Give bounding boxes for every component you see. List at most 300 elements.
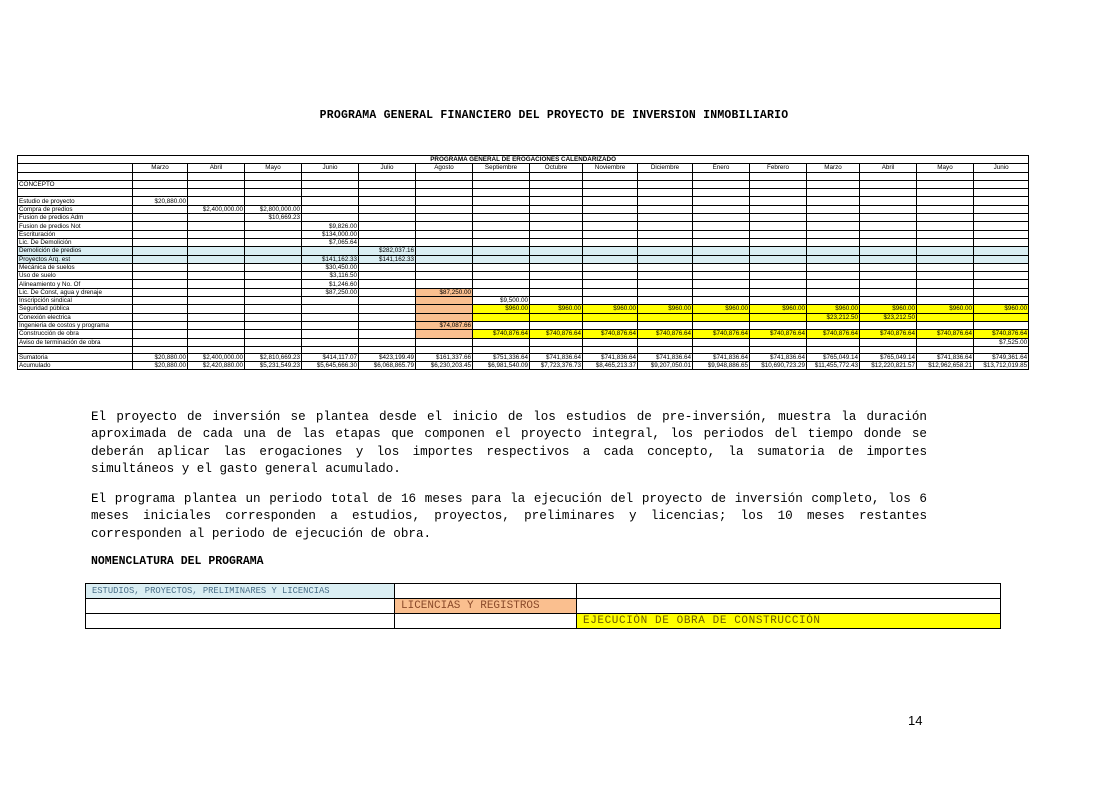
empty-cell xyxy=(638,180,693,188)
empty-cell xyxy=(530,180,583,188)
empty-cell xyxy=(359,205,416,213)
empty-cell xyxy=(583,313,638,321)
empty-cell xyxy=(638,297,693,305)
amount-cell: $9,500.00 xyxy=(473,297,530,305)
empty-cell xyxy=(133,230,188,238)
empty-cell xyxy=(807,263,860,271)
empty-cell xyxy=(416,189,473,197)
empty-cell xyxy=(693,230,750,238)
schedule-table xyxy=(17,155,1029,370)
empty-cell xyxy=(302,338,359,346)
empty-cell xyxy=(577,599,1001,614)
acumulado-cell: $8,465,213.37 xyxy=(583,362,638,370)
amount-cell: $20,880.00 xyxy=(133,197,188,205)
blank-row gap xyxy=(18,346,1029,353)
empty-cell xyxy=(750,338,807,346)
empty-cell xyxy=(245,272,302,280)
concept-row xyxy=(18,247,1029,255)
licenses-legend-cell: LICENCIAS Y REGISTROS xyxy=(395,599,577,614)
empty-cell xyxy=(750,230,807,238)
empty-cell xyxy=(638,321,693,329)
sumatoria-cell: $741,836.64 xyxy=(917,353,974,361)
empty-cell xyxy=(359,230,416,238)
empty-cell xyxy=(416,305,473,313)
empty-cell xyxy=(583,263,638,271)
empty-cell xyxy=(473,272,530,280)
empty-cell xyxy=(860,297,917,305)
concept-row xyxy=(18,238,1029,246)
amount-cell: $960.00 xyxy=(583,305,638,313)
empty-cell xyxy=(750,272,807,280)
empty-cell xyxy=(974,205,1029,213)
empty-cell xyxy=(395,584,577,599)
acumulado-cell: $13,712,019.85 xyxy=(974,362,1029,370)
empty-cell xyxy=(638,189,693,197)
empty-cell xyxy=(359,280,416,288)
sumatoria-cell: $741,836.64 xyxy=(693,353,750,361)
amount-cell: $134,000.00 xyxy=(302,230,359,238)
empty-cell xyxy=(245,280,302,288)
month-header-row xyxy=(18,164,1029,172)
empty-cell xyxy=(860,214,917,222)
month-header: Marzo xyxy=(807,164,860,172)
empty-cell xyxy=(917,205,974,213)
empty-cell xyxy=(473,255,530,263)
empty-cell xyxy=(860,288,917,296)
empty-cell xyxy=(693,205,750,213)
empty-cell xyxy=(583,346,638,353)
empty-cell xyxy=(245,180,302,188)
empty-cell xyxy=(638,272,693,280)
concept-row xyxy=(18,205,1029,213)
empty-cell xyxy=(974,321,1029,329)
month-header: Junio xyxy=(302,164,359,172)
empty-cell xyxy=(583,288,638,296)
empty-cell xyxy=(188,197,245,205)
empty-cell xyxy=(638,205,693,213)
empty-cell xyxy=(302,205,359,213)
empty-cell xyxy=(473,189,530,197)
empty-cell xyxy=(188,297,245,305)
amount-cell: $1,246.60 xyxy=(302,280,359,288)
empty-cell xyxy=(18,172,133,180)
empty-cell xyxy=(359,338,416,346)
amount-cell: $960.00 xyxy=(860,305,917,313)
amount-cell: $740,876.64 xyxy=(693,330,750,338)
empty-cell xyxy=(807,272,860,280)
concept-label: Proyectos Arq. est xyxy=(18,255,133,263)
amount-cell: $740,876.64 xyxy=(807,330,860,338)
empty-cell xyxy=(638,238,693,246)
amount-cell: $141,162.33 xyxy=(302,255,359,263)
empty-cell xyxy=(473,338,530,346)
empty-cell xyxy=(860,247,917,255)
amount-cell: $2,800,000.00 xyxy=(245,205,302,213)
nomenclature-row xyxy=(86,614,1001,629)
month-header: Abril xyxy=(188,164,245,172)
empty-cell xyxy=(807,321,860,329)
amount-cell: $740,876.64 xyxy=(473,330,530,338)
empty-cell xyxy=(583,189,638,197)
empty-cell xyxy=(807,288,860,296)
sumatoria-cell: $20,880.00 xyxy=(133,353,188,361)
empty-cell xyxy=(133,272,188,280)
empty-cell xyxy=(807,247,860,255)
empty-cell xyxy=(188,230,245,238)
empty-cell xyxy=(302,189,359,197)
empty-cell xyxy=(974,255,1029,263)
month-header: Marzo xyxy=(133,164,188,172)
empty-cell xyxy=(807,172,860,180)
empty-cell xyxy=(188,280,245,288)
empty-cell xyxy=(188,214,245,222)
sumatoria-cell: $2,810,669.23 xyxy=(245,353,302,361)
empty-cell xyxy=(693,180,750,188)
empty-cell xyxy=(530,197,583,205)
empty-cell xyxy=(416,263,473,271)
empty-cell xyxy=(416,338,473,346)
month-header: Noviembre xyxy=(583,164,638,172)
empty-cell xyxy=(302,214,359,222)
concept-header-row xyxy=(18,180,1029,188)
empty-cell xyxy=(974,189,1029,197)
empty-cell xyxy=(583,180,638,188)
empty-cell xyxy=(473,288,530,296)
nomenclature-title: NOMENCLATURA DEL PROGRAMA xyxy=(91,555,264,568)
empty-cell xyxy=(133,222,188,230)
empty-cell xyxy=(917,313,974,321)
empty-cell xyxy=(583,205,638,213)
empty-cell xyxy=(750,297,807,305)
empty-cell xyxy=(693,338,750,346)
empty-cell xyxy=(245,288,302,296)
empty-cell xyxy=(530,214,583,222)
empty-cell xyxy=(583,272,638,280)
concept-label: Seguridad pública xyxy=(18,305,133,313)
empty-cell xyxy=(530,321,583,329)
month-header: Julio xyxy=(359,164,416,172)
empty-cell xyxy=(473,321,530,329)
empty-cell xyxy=(473,222,530,230)
acumulado-cell: $2,420,880.00 xyxy=(188,362,245,370)
empty-cell xyxy=(245,338,302,346)
concept-row xyxy=(18,255,1029,263)
empty-cell xyxy=(188,338,245,346)
empty-cell xyxy=(530,263,583,271)
empty-cell xyxy=(359,180,416,188)
amount-cell: $740,876.64 xyxy=(860,330,917,338)
empty-cell xyxy=(750,180,807,188)
empty-cell xyxy=(188,288,245,296)
concept-label: Inscripción sindical xyxy=(18,297,133,305)
empty-cell xyxy=(638,197,693,205)
acumulado-cell: $5,231,549.23 xyxy=(245,362,302,370)
empty-cell xyxy=(917,172,974,180)
empty-cell xyxy=(188,247,245,255)
empty-cell xyxy=(583,172,638,180)
sumatoria-cell: $741,836.64 xyxy=(583,353,638,361)
empty-cell xyxy=(302,305,359,313)
empty-cell xyxy=(807,238,860,246)
amount-cell: $3,116.50 xyxy=(302,272,359,280)
empty-cell xyxy=(693,321,750,329)
concept-row xyxy=(18,272,1029,280)
empty-cell xyxy=(583,197,638,205)
empty-cell xyxy=(359,272,416,280)
empty-cell xyxy=(807,346,860,353)
blank-row xyxy=(18,172,1029,180)
duration-paragraph: El programa plantea un periodo total de 16 meses para la ejecución del proyecto de inversión completo, los 6 meses iniciales corresponden a estudios, proyectos, preliminares y licencias; los 10 meses restantes corresponden al periodo de ejecución de obra. xyxy=(91,492,927,541)
empty-cell xyxy=(416,172,473,180)
empty-cell xyxy=(530,222,583,230)
empty-cell xyxy=(693,263,750,271)
empty-cell xyxy=(638,313,693,321)
empty-cell xyxy=(750,346,807,353)
empty-cell xyxy=(583,338,638,346)
empty-cell xyxy=(583,238,638,246)
empty-cell xyxy=(583,321,638,329)
acumulado-label: Acumulado xyxy=(18,362,133,370)
empty-cell xyxy=(693,272,750,280)
empty-cell xyxy=(245,321,302,329)
empty-cell xyxy=(245,230,302,238)
empty-cell xyxy=(917,263,974,271)
empty-cell xyxy=(530,205,583,213)
empty-cell xyxy=(302,247,359,255)
empty-cell xyxy=(133,172,188,180)
empty-cell xyxy=(974,222,1029,230)
empty-cell xyxy=(416,205,473,213)
concept-label: Escrituración xyxy=(18,230,133,238)
acumulado-cell: $12,220,821.57 xyxy=(860,362,917,370)
empty-cell xyxy=(917,247,974,255)
empty-cell xyxy=(807,197,860,205)
sumatoria-cell: $741,836.64 xyxy=(530,353,583,361)
empty-cell xyxy=(807,180,860,188)
empty-cell xyxy=(693,297,750,305)
empty-cell xyxy=(302,180,359,188)
empty-cell xyxy=(638,230,693,238)
concept-row xyxy=(18,230,1029,238)
empty-cell xyxy=(583,214,638,222)
empty-cell xyxy=(750,238,807,246)
concept-row xyxy=(18,313,1029,321)
empty-cell xyxy=(750,172,807,180)
empty-cell xyxy=(693,214,750,222)
empty-cell xyxy=(693,313,750,321)
amount-cell: $10,669.23 xyxy=(245,214,302,222)
empty-cell xyxy=(693,172,750,180)
empty-cell xyxy=(245,263,302,271)
concept-row xyxy=(18,305,1029,313)
acumulado-row xyxy=(18,362,1029,370)
empty-cell xyxy=(473,197,530,205)
concept-header: CONCEPTO xyxy=(18,180,133,188)
empty-cell xyxy=(807,214,860,222)
empty-cell xyxy=(530,247,583,255)
empty-cell xyxy=(583,247,638,255)
empty-cell xyxy=(638,280,693,288)
empty-cell xyxy=(416,222,473,230)
amount-cell: $740,876.64 xyxy=(917,330,974,338)
empty-cell xyxy=(693,238,750,246)
empty-cell xyxy=(917,197,974,205)
empty-cell xyxy=(530,338,583,346)
empty-cell xyxy=(693,197,750,205)
empty-cell xyxy=(583,255,638,263)
amount-cell: $740,876.64 xyxy=(974,330,1029,338)
empty-cell xyxy=(133,330,188,338)
month-header: Mayo xyxy=(245,164,302,172)
empty-cell xyxy=(638,263,693,271)
empty-cell xyxy=(530,238,583,246)
amount-cell: $87,250.00 xyxy=(302,288,359,296)
empty-cell xyxy=(133,180,188,188)
empty-cell xyxy=(974,272,1029,280)
empty-cell xyxy=(245,255,302,263)
concept-label: Demolición de predios xyxy=(18,247,133,255)
acumulado-cell: $9,948,886.65 xyxy=(693,362,750,370)
month-header: Enero xyxy=(693,164,750,172)
empty-cell xyxy=(133,263,188,271)
empty-cell xyxy=(750,263,807,271)
empty-cell xyxy=(638,255,693,263)
empty-cell xyxy=(750,214,807,222)
empty-cell xyxy=(133,297,188,305)
empty-cell xyxy=(860,255,917,263)
sumatoria-cell: $741,836.64 xyxy=(638,353,693,361)
empty-cell xyxy=(188,330,245,338)
empty-cell xyxy=(416,272,473,280)
empty-cell xyxy=(18,346,133,353)
nomenclature-row xyxy=(86,599,1001,614)
empty-cell xyxy=(638,288,693,296)
empty-cell xyxy=(860,263,917,271)
amount-cell: $740,876.64 xyxy=(638,330,693,338)
empty-cell xyxy=(416,280,473,288)
empty-cell xyxy=(188,321,245,329)
concept-row xyxy=(18,214,1029,222)
studies-legend-cell: ESTUDIOS, PROYECTOS, PRELIMINARES Y LICENCIAS xyxy=(86,584,395,599)
sumatoria-cell: $161,337.66 xyxy=(416,353,473,361)
empty-cell xyxy=(917,272,974,280)
empty-cell xyxy=(133,214,188,222)
empty-cell xyxy=(359,305,416,313)
empty-cell xyxy=(302,321,359,329)
empty-cell xyxy=(917,238,974,246)
empty-cell xyxy=(860,180,917,188)
concept-label: Ingenieria de costos y programa xyxy=(18,321,133,329)
empty-cell xyxy=(750,255,807,263)
empty-cell xyxy=(359,238,416,246)
blank-row xyxy=(18,189,1029,197)
acumulado-cell: $6,981,540.09 xyxy=(473,362,530,370)
empty-cell xyxy=(359,189,416,197)
empty-cell xyxy=(473,238,530,246)
empty-cell xyxy=(750,280,807,288)
concept-row xyxy=(18,263,1029,271)
amount-cell: $740,876.64 xyxy=(583,330,638,338)
amount-cell: $740,876.64 xyxy=(530,330,583,338)
acumulado-cell: $12,962,658.21 xyxy=(917,362,974,370)
acumulado-cell: $7,723,376.73 xyxy=(530,362,583,370)
empty-cell xyxy=(473,172,530,180)
schedule-caption: PROGRAMA GENERAL DE EROGACIONES CALENDARIZADO xyxy=(18,156,1029,164)
empty-cell xyxy=(917,180,974,188)
construction-legend-cell: EJECUCIÓN DE OBRA DE CONSTRUCCIÓN xyxy=(577,614,1001,629)
empty-cell xyxy=(860,346,917,353)
empty-cell xyxy=(530,288,583,296)
empty-cell xyxy=(693,255,750,263)
empty-cell xyxy=(530,297,583,305)
concept-row xyxy=(18,197,1029,205)
empty-cell xyxy=(302,172,359,180)
empty-cell xyxy=(188,305,245,313)
empty-cell xyxy=(693,288,750,296)
empty-cell xyxy=(974,247,1029,255)
empty-cell xyxy=(750,189,807,197)
empty-cell xyxy=(359,197,416,205)
sumatoria-label: Sumatoria xyxy=(18,353,133,361)
concept-label: Alineamiento y No. Of xyxy=(18,280,133,288)
empty-cell xyxy=(86,614,395,629)
empty-cell xyxy=(750,321,807,329)
empty-cell xyxy=(302,197,359,205)
schedule-caption-row xyxy=(18,156,1029,164)
empty-cell xyxy=(245,197,302,205)
concept-row xyxy=(18,280,1029,288)
empty-cell xyxy=(750,222,807,230)
empty-cell xyxy=(188,180,245,188)
empty-cell xyxy=(359,313,416,321)
amount-cell: $282,037.16 xyxy=(359,247,416,255)
empty-cell xyxy=(416,255,473,263)
empty-cell xyxy=(359,222,416,230)
sumatoria-cell: $741,836.64 xyxy=(750,353,807,361)
empty-cell xyxy=(416,180,473,188)
acumulado-cell: $20,880.00 xyxy=(133,362,188,370)
empty-cell xyxy=(530,172,583,180)
empty-cell xyxy=(807,189,860,197)
empty-cell xyxy=(860,280,917,288)
nomenclature-table xyxy=(85,583,1001,629)
empty-cell xyxy=(807,280,860,288)
empty-cell xyxy=(188,222,245,230)
empty-cell xyxy=(750,247,807,255)
acumulado-cell: $11,455,772.43 xyxy=(807,362,860,370)
sumatoria-cell: $765,049.14 xyxy=(807,353,860,361)
empty-cell xyxy=(302,330,359,338)
empty-cell xyxy=(530,272,583,280)
empty-cell xyxy=(638,338,693,346)
amount-cell: $7,065.64 xyxy=(302,238,359,246)
empty-cell xyxy=(917,222,974,230)
empty-cell xyxy=(693,346,750,353)
month-header: Mayo xyxy=(917,164,974,172)
month-header: Diciembre xyxy=(638,164,693,172)
amount-cell: $960.00 xyxy=(807,305,860,313)
empty-cell xyxy=(416,330,473,338)
empty-cell xyxy=(807,230,860,238)
empty-cell xyxy=(245,313,302,321)
empty-cell xyxy=(974,280,1029,288)
empty-cell xyxy=(359,263,416,271)
empty-cell xyxy=(860,205,917,213)
empty-cell xyxy=(245,222,302,230)
empty-cell xyxy=(133,247,188,255)
empty-cell xyxy=(133,288,188,296)
empty-cell xyxy=(245,297,302,305)
